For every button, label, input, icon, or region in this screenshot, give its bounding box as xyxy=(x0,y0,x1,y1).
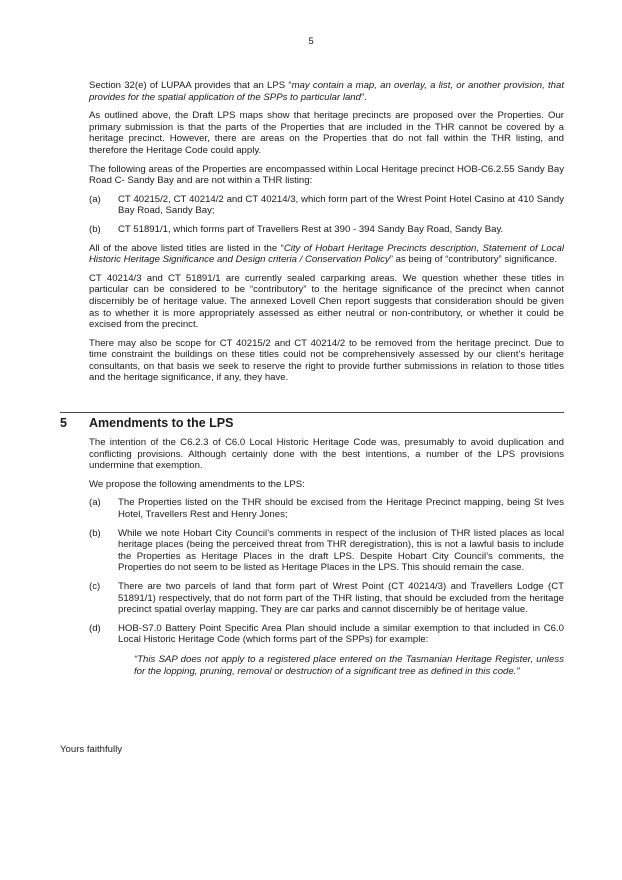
list-text: CT 40215/2, CT 40214/2 and CT 40214/3, which form part of the Wrest Point Hotel Casino at 410 Sandy Bay Road, Sandy Bay; xyxy=(118,193,564,217)
list-item xyxy=(89,497,564,520)
list-text: HOB-S7.0 Battery Point Specific Area Plan should include a similar exemption to that included in C6.0 Local Historic Heritage Code (which forms part of the SPPs) for example: xyxy=(118,622,564,646)
section-heading xyxy=(60,416,564,431)
list-label: (c) xyxy=(89,580,101,592)
paragraph-scope: There may also be scope for CT 40215/2 and CT 40214/2 to be removed from the heritage precinct. Due to time constraint the buildings on these titles could not be comprehensively assessed by our client’s heritage consultants, on that basis we seek to reserve the right to provide further submissions in relation to those titles and the heritage significance, if any, they have. xyxy=(89,337,564,384)
amendments-section xyxy=(89,437,564,677)
paragraph-draft-lps: As outlined above, the Draft LPS maps show that heritage precincts are proposed over the Properties. Our primary submission is that the parts of the Properties that are included in the THR cannot be covered by a heritage precinct. However, there are areas on the Properties that do not fall within the THR listing, and therefore the Heritage Code could apply. xyxy=(89,110,564,156)
list-text: The Properties listed on the THR should be excised from the Heritage Precinct mapping, being St Ives Hotel, Travellers Rest and Henry Jones; xyxy=(118,497,564,520)
list-item xyxy=(89,194,564,217)
page-number: 5 xyxy=(308,36,314,47)
list-text: There are two parcels of land that form part of Wrest Point (CT 40214/3) and Travellers Lodge (CT 51891/1) respectively, that do not form part of the THR listing, that should be excluded from the heritage precinct spatial overlay mapping. They are car parks and cannot discernibly be of heritage value. xyxy=(118,580,564,616)
paragraph-carparking: CT 40214/3 and CT 51891/1 are currently sealed carparking areas. We question whether these titles in particular can be considered to be “contributory” to the heritage significance of the precinct when cannot discernibly be of heritage value. The annexed Lovell Chen report suggests that consideration should be given as to whether it is more appropriately assessed as either neutral or non-contributory, or whether it could be excised from the precinct. xyxy=(89,272,564,331)
list-label: (b) xyxy=(89,527,101,539)
section-number: 5 xyxy=(60,416,67,430)
list-item xyxy=(89,224,564,236)
list-label: (a) xyxy=(89,497,101,509)
paragraph-heritage-precinct: The following areas of the Properties are encompassed within Local Heritage precinct HOB-C6.2.55 Sandy Bay Road C- Sandy Bay and are not within a THR listing: xyxy=(89,163,564,187)
paragraph-contributory: All of the above listed titles are listed in the “City of Hobart Heritage Precincts description, Statement of Local Historic Heritage Significance and Design criteria / Conservation Policy” as being of “contributory” significance. xyxy=(89,242,564,266)
list-item xyxy=(89,528,564,574)
list-text: CT 51891/1, which forms part of Travellers Rest at 390 - 394 Sandy Bay Road, Sandy Bay. xyxy=(118,223,504,235)
intro-section xyxy=(89,80,564,391)
paragraph-intention: The intention of the C6.2.3 of C6.0 Local Historic Heritage Code was, presumably to avoid duplication and conflicting provisions. Although certainly done with the best intentions, a number of the LPS provisions undermine that exemption. xyxy=(89,437,564,472)
list-label: (b) xyxy=(89,223,101,235)
section-title: Amendments to the LPS xyxy=(89,416,234,430)
block-quote: “This SAP does not apply to a registered place entered on the Tasmanian Heritage Register, unless for the lopping, pruning, removal or destruction of a significant tree as defined in this code.” xyxy=(134,653,564,677)
paragraph-propose: We propose the following amendments to the LPS: xyxy=(89,478,305,490)
list-label: (a) xyxy=(89,193,101,205)
list-label: (d) xyxy=(89,622,101,634)
paragraph-lupaa: Section 32(e) of LUPAA provides that an LPS “may contain a map, an overlay, a list, or another provision, that provides for the spatial application of the SPPs to particular land”. xyxy=(89,80,565,103)
section-divider xyxy=(60,412,564,413)
list-item xyxy=(89,623,564,646)
sign-off: Yours faithfully xyxy=(60,744,123,755)
list-item xyxy=(89,581,564,616)
list-text: While we note Hobart City Council’s comments in respect of the inclusion of THR listed places as local heritage places (being the perceived threat from THR deregistration), this is not a lawful basis to include the Properties as Heritage Places in the draft LPS. Despite Hobart City Council’s comments, the Properties do not seem to be listed as Heritage Places in the LPS. This should remain the case. xyxy=(118,527,564,574)
